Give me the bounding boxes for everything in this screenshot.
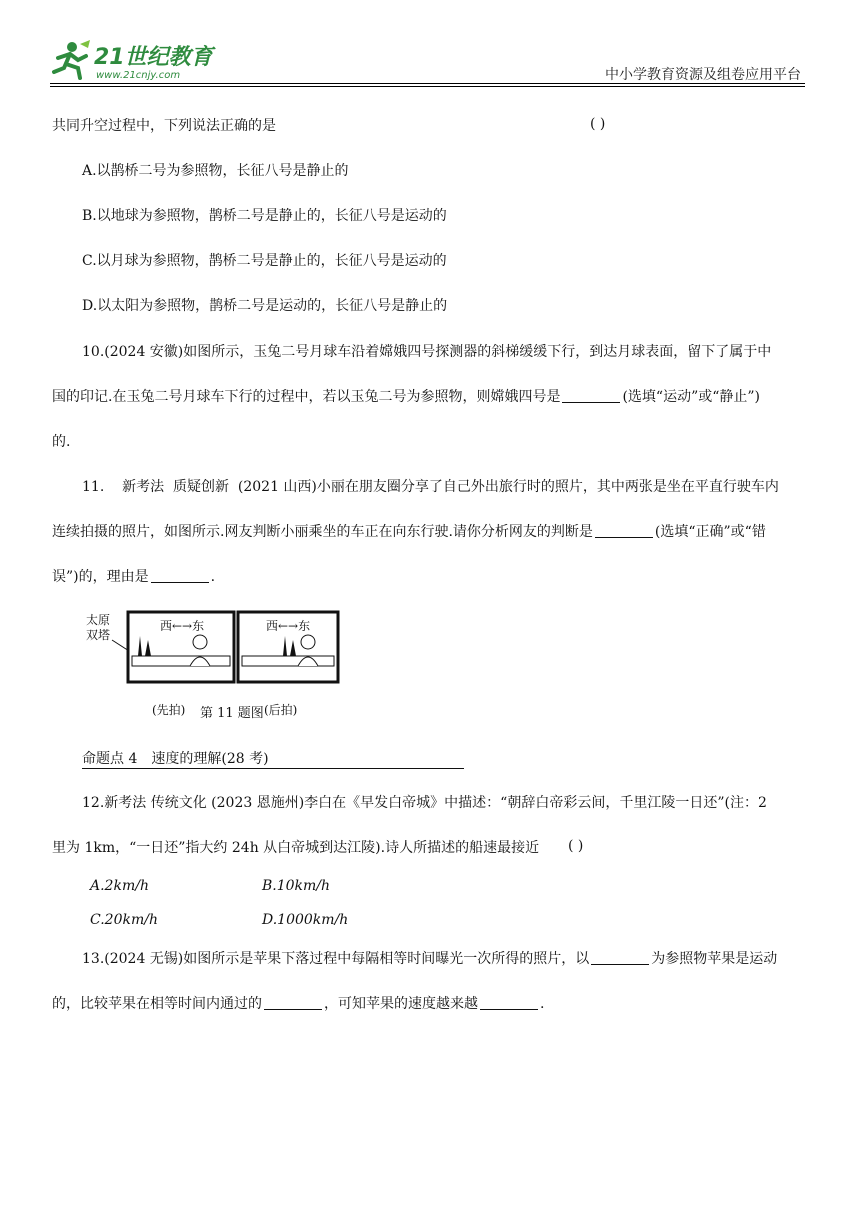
q11-line2-choice: (选填“正确”或“错 <box>654 524 766 540</box>
q12-line2: 里为 1km，“一日还”指大约 24h 从白帝城到达江陵).诗人所描述的船速最接近 <box>52 840 540 856</box>
q10-line2-text: 国的印记.在玉兔二号月球车下行的过程中，若以玉兔二号为参照物，则嫦娥四号是 <box>52 389 561 405</box>
q10-line3: 的. <box>52 434 71 450</box>
photo-before-direction: 西←→东 <box>160 619 205 633</box>
q11-line3-text: 误”)的，理由是 <box>52 569 149 585</box>
q13-line2-mid: ，可知苹果的速度越来越 <box>324 996 478 1012</box>
q11-blank-1 <box>595 523 653 538</box>
q11-tag-question: 质疑创新 <box>172 479 229 495</box>
logo <box>50 38 220 82</box>
q11-line2 <box>52 522 766 542</box>
q10-line2 <box>52 387 760 407</box>
q11-line3 <box>52 567 215 587</box>
header-rule-thin <box>50 86 805 87</box>
q13-line2-end: . <box>540 996 545 1012</box>
q11-line1 <box>82 477 779 497</box>
person-head-icon <box>301 635 315 649</box>
runner-icon <box>54 40 90 78</box>
person-head-icon <box>193 635 207 649</box>
q12-option-d: D.1000km/h <box>262 912 349 928</box>
q12-line1: 12.新考法 传统文化 (2023 恩施州)李白在《早发白帝城》中描述：“朝辞白帝彩云间，千里江陵一日还”(注：2 <box>82 795 767 811</box>
q12-option-b: B.10km/h <box>262 878 331 894</box>
q10-line1: 10.(2024 安徽)如图所示，玉兔二号月球车沿着嫦娥四号探测器的斜梯缓缓下行，到达月球表面，留下了属于中 <box>82 344 772 360</box>
q13-line1-text: 13.(2024 无锡)如图所示是苹果下落过程中每隔相等时间曝光一次所得的照片，以 <box>82 951 590 967</box>
header-rule <box>50 83 805 84</box>
q13-line2 <box>52 994 544 1014</box>
q9-option-a: A.以鹊桥二号为参照物，长征八号是静止的 <box>82 163 349 179</box>
tower-label-line2: 双塔 <box>86 628 111 642</box>
q9-stem: 共同升空过程中，下列说法正确的是 <box>52 118 276 134</box>
section-title: 速度的理解(28 考) <box>151 751 269 767</box>
platform-name: 中小学教育资源及组卷应用平台 <box>605 67 801 83</box>
photo-after-direction: 西←→东 <box>266 619 311 633</box>
page-header <box>50 38 805 84</box>
section-label: 命题点 4 <box>82 751 138 767</box>
q9-option-b: B.以地球为参照物，鹊桥二号是静止的，长征八号是运动的 <box>82 208 447 224</box>
q10-blank <box>562 388 620 403</box>
q11-tag-new-method: 新考法 <box>122 479 165 495</box>
photo-before <box>128 612 234 717</box>
photo-after <box>238 612 338 717</box>
figure-caption: 第 11 题图 <box>200 706 264 721</box>
logo-text: 21世纪教育 <box>94 45 213 70</box>
photo-after-caption: (后拍) <box>264 703 298 717</box>
q13-blank-1 <box>591 950 649 965</box>
photo-before-caption: (先拍) <box>152 703 186 717</box>
q11-line2-text: 连续拍摄的照片，如图所示.网友判断小丽乘坐的车正在向东行驶.请你分析网友的判断是 <box>52 524 593 540</box>
q9-answer-paren: ( ) <box>590 116 606 132</box>
q13-line2-text: 的，比较苹果在相等时间内通过的 <box>52 996 262 1012</box>
q12-answer-paren: ( ) <box>568 838 584 854</box>
q13-line1-end: 为参照物苹果是运动 <box>651 951 778 967</box>
q13-line1 <box>82 949 777 969</box>
q13-blank-2 <box>264 995 322 1010</box>
section-heading <box>82 748 464 769</box>
window-sill <box>132 656 230 666</box>
q12-option-a: A.2km/h <box>90 878 149 894</box>
q9-option-d: D.以太阳为参照物，鹊桥二号是运动的，长征八号是静止的 <box>82 298 448 314</box>
q13-blank-3 <box>480 995 538 1010</box>
tower-label-line1: 太原 <box>86 613 111 627</box>
q11-line1-text: (2021 山西)小丽在朋友圈分享了自己外出旅行时的照片，其中两张是坐在平直行驶车内 <box>237 479 779 495</box>
q10-line2-choice: (选填“运动”或“静止”) <box>622 389 761 405</box>
logo-url: www.21cnjy.com <box>96 70 181 81</box>
q11-number: 11. <box>82 479 105 495</box>
q9-option-c: C.以月球为参照物，鹊桥二号是静止的，长征八号是运动的 <box>82 253 447 269</box>
window-sill <box>242 656 334 666</box>
q11-line3-end: . <box>210 569 216 585</box>
q11-blank-2 <box>151 568 209 583</box>
q12-option-c: C.20km/h <box>90 912 158 928</box>
